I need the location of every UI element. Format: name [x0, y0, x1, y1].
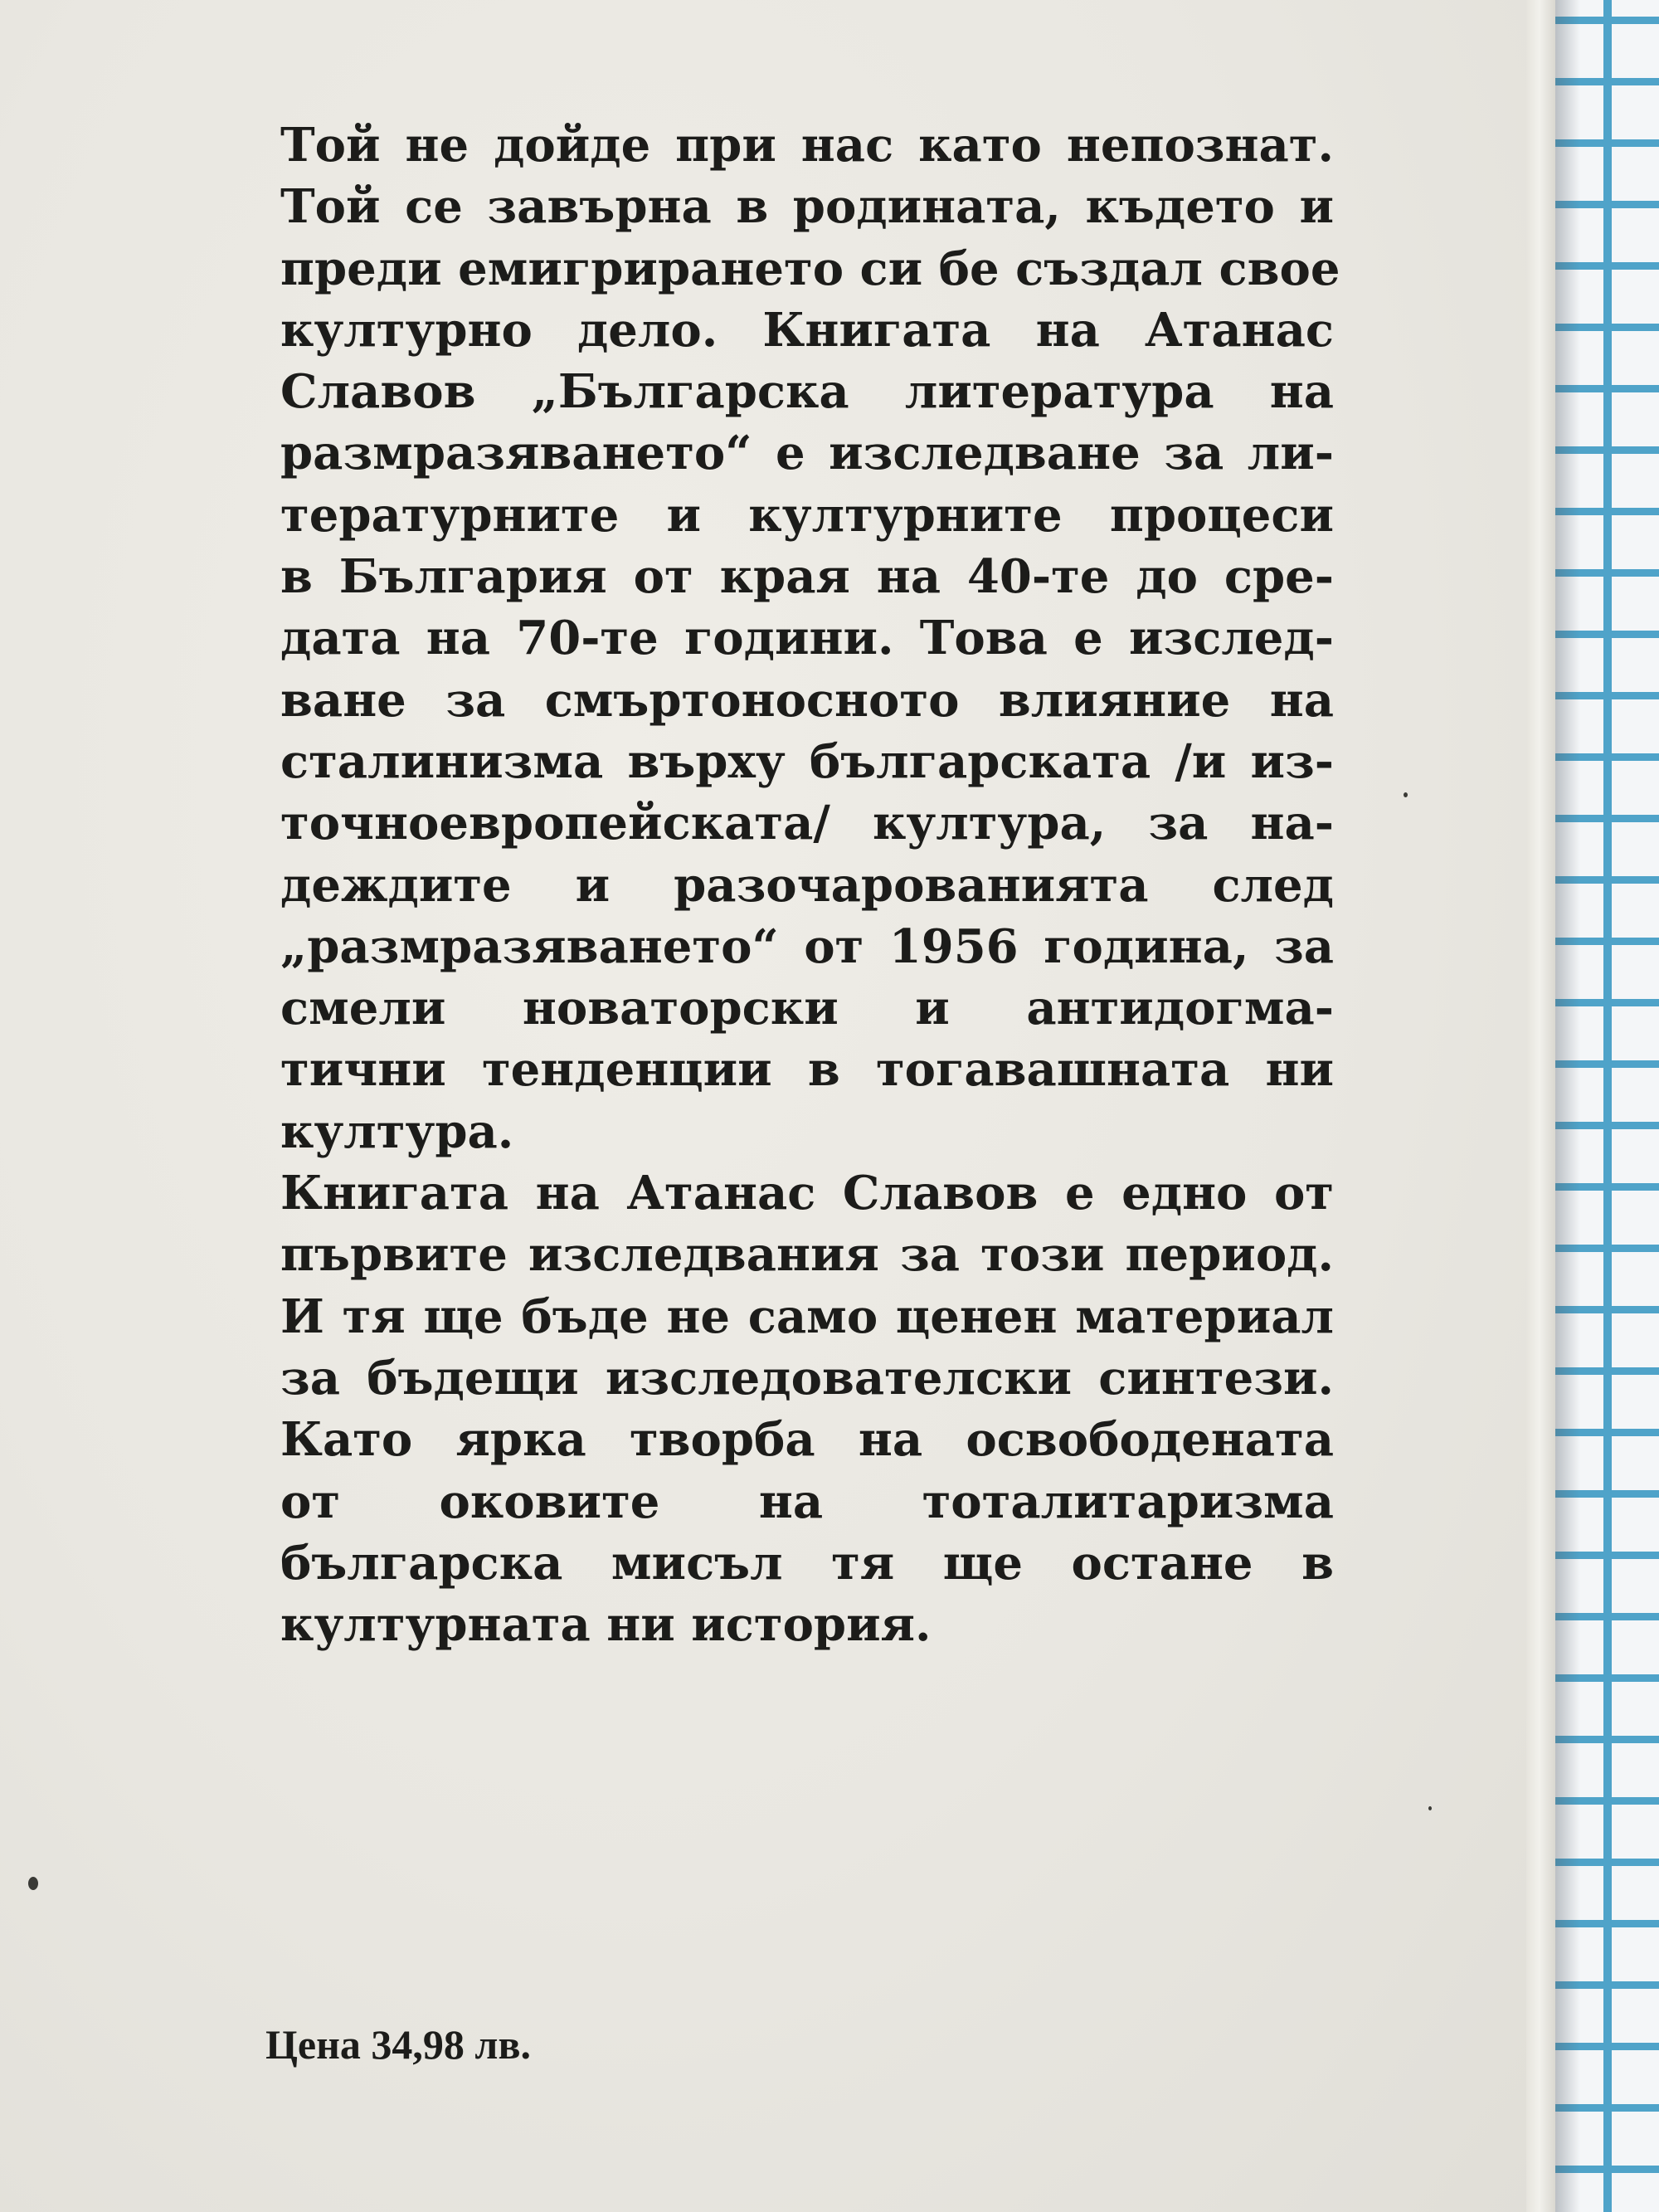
blurb-line: от оковите на тоталитаризма [280, 1474, 1334, 1529]
blurb-line: българска мисъл тя ще остане в [280, 1535, 1334, 1591]
blurb-line: Той не дойде при нас като непознат. [280, 118, 1334, 173]
blurb-line: Той се завърна в родината, където и [280, 179, 1334, 235]
price-label: Цена 34,98 лв. [265, 2021, 531, 2068]
blurb-text [280, 114, 1340, 1655]
blurb-line: смели новаторски и антидогма- [280, 981, 1334, 1036]
blurb-line: размразяването“ е изследване за ли- [280, 426, 1334, 481]
blurb-line: първите изследвания за този период. [280, 1227, 1334, 1283]
blurb-line: за бъдещи изследователски синтези. [280, 1350, 1334, 1406]
blurb-line: културно дело. Книгата на Атанас [280, 302, 1334, 358]
blurb-line: тични тенденции в тогавашната ни [280, 1042, 1334, 1098]
blurb-line: преди емигрирането си бе създал свое [280, 241, 1340, 296]
blurb-line: „размразяването“ от 1956 година, за [280, 918, 1334, 974]
cover-edge [1526, 0, 1555, 2212]
blurb-line: Славов „Българска литература на [280, 364, 1334, 420]
blurb-line: тературните и културните процеси [280, 487, 1334, 543]
blurb-line: културната ни история. [280, 1597, 932, 1653]
blurb-line: И тя ще бъде не само ценен материал [280, 1289, 1334, 1344]
cover-shadow [1555, 0, 1580, 2212]
blurb-line: Книгата на Атанас Славов е едно от [280, 1166, 1334, 1221]
blurb-line: сталинизма върху българската /и из- [280, 733, 1334, 789]
blurb-line: ване за смъртоносното влияние на [280, 672, 1334, 728]
blurb-line: дата на 70-те години. Това е изслед- [280, 611, 1334, 666]
blurb-line: Като ярка творба на освободената [280, 1412, 1334, 1468]
paper-speck [28, 1877, 38, 1890]
blurb-line: култура. [280, 1104, 514, 1159]
blurb-line: точноевропейската/ култура, за на- [280, 796, 1334, 851]
blurb-line: деждите и разочарованията след [280, 857, 1334, 913]
paper-speck [1404, 792, 1408, 797]
paper-speck [1428, 1806, 1432, 1810]
blurb-line: в България от края на 40-те до сре- [280, 549, 1334, 605]
